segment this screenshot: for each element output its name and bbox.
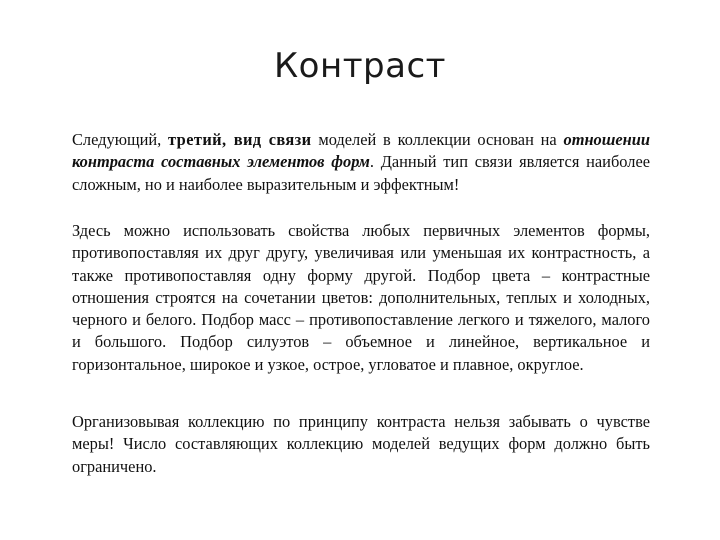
paragraph-contrast-measure: Организовывая коллекцию по принципу контраста нельзя забывать о чувстве меры! Число составляющих коллекцию моделей ведущих форм должно быть ограничено. [72, 412, 650, 476]
paragraph1-bold-italic-phrase: отношении контраста составных элементов форм [72, 130, 650, 172]
paragraph-contrast-intro [72, 129, 650, 196]
paragraph1-text-middle: моделей в коллекции основан на [311, 130, 564, 149]
paragraph1-text-start: Следующий, [72, 130, 169, 149]
slide-title: Контраст [274, 46, 446, 86]
paragraph-contrast-methods: Здесь можно использовать свойства любых первичных элементов формы, противопоставляя их друг другу, увеличивая или уменьшая их контрастность, а также противопоставляя одну форму другой. Подбор цвета – контрастные отношения строятся на сочетании цветов: дополнительных, теплых и холодных, черного и белого. Подбор масс – противопоставление легкого и тяжелого, малого и большого. Подбор силуэтов – объемное и линейное, вертикальное и горизонтальное, широкое и узкое, острое, угловатое и плавное, округлое. [72, 221, 650, 374]
paragraph1-bold-phrase: третий, вид связи [168, 130, 312, 149]
paragraph1-text-end: . Данный тип связи является наиболее сложным, но и наиболее выразительным и эффектным! [72, 152, 651, 194]
